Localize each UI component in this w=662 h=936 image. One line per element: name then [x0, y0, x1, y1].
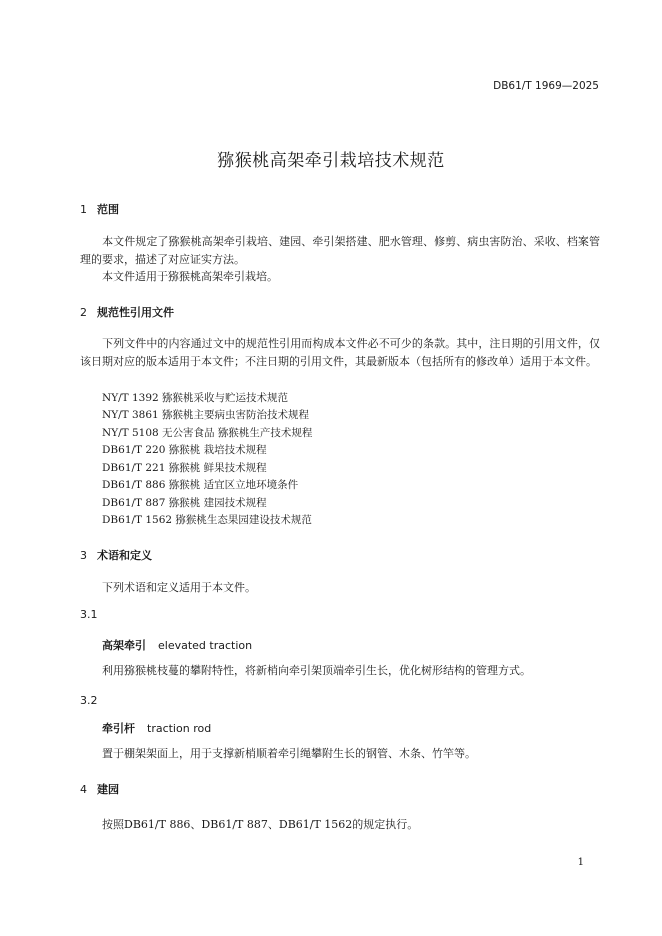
- paragraph: 下列文件中的内容通过文中的规范性引用而构成本文件必不可少的条款。其中，注日期的引用文件，仅该日期对应的版本适用于本文件；不注日期的引用文件，其最新版本（包括所有的修改单）适用于本文件。: [80, 337, 600, 368]
- term-entry: [102, 720, 211, 736]
- reference-item: NY/T 1392 猕猴桃采收与贮运技术规范: [102, 392, 289, 404]
- page-number: 1: [577, 857, 584, 868]
- paragraph: 本文件规定了猕猴桃高架牵引栽培、建园、牵引架搭建、肥水管理、修剪、病虫害防治、采收、档案管理的要求，描述了对应证实方法。: [80, 235, 600, 266]
- section-heading-3: [80, 547, 152, 563]
- reference-item: DB61/T 1562 猕猴桃生态果园建设技术规范: [102, 514, 312, 526]
- term-en: elevated traction: [158, 639, 253, 652]
- reference-item: DB61/T 887 猕猴桃 建园技术规程: [102, 497, 267, 509]
- term-number: 3.1: [80, 608, 98, 621]
- document-title: 猕猴桃高架牵引栽培技术规范: [217, 151, 445, 171]
- reference-item: NY/T 3861 猕猴桃主要病虫害防治技术规程: [102, 409, 310, 421]
- section-number: 4: [80, 783, 87, 796]
- term-definition: 利用猕猴桃枝蔓的攀附特性，将新梢向牵引架顶端牵引生长，优化树形结构的管理方式。: [102, 664, 531, 677]
- section-title: 范围: [97, 203, 119, 216]
- document-code: DB61/T 1969—2025: [493, 80, 599, 92]
- section-heading-1: [80, 201, 119, 217]
- reference-item: DB61/T 221 猕猴桃 鲜果技术规程: [102, 462, 267, 474]
- term-zh: 牵引杆: [102, 722, 135, 735]
- term-zh: 高架牵引: [102, 639, 146, 652]
- paragraph: 按照DB61/T 886、DB61/T 887、DB61/T 1562的规定执行。: [102, 818, 419, 831]
- section-title: 术语和定义: [97, 549, 152, 562]
- section-number: 1: [80, 203, 87, 216]
- reference-item: NY/T 5108 无公害食品 猕猴桃生产技术规程: [102, 427, 313, 439]
- term-en: traction rod: [147, 722, 212, 735]
- term-entry: [102, 637, 252, 653]
- section-number: 2: [80, 306, 87, 319]
- paragraph: 下列术语和定义适用于本文件。: [102, 581, 256, 594]
- section-heading-2: [80, 304, 174, 320]
- section-number: 3: [80, 549, 87, 562]
- section-heading-4: [80, 781, 119, 797]
- section-title: 规范性引用文件: [97, 306, 174, 319]
- reference-item: DB61/T 220 猕猴桃 栽培技术规程: [102, 444, 267, 456]
- paragraph: 本文件适用于猕猴桃高架牵引栽培。: [102, 270, 278, 283]
- reference-item: DB61/T 886 猕猴桃 适宜区立地环境条件: [102, 479, 299, 491]
- section-title: 建园: [97, 783, 119, 796]
- term-number: 3.2: [80, 694, 98, 707]
- term-definition: 置于棚架架面上，用于支撑新梢顺着牵引绳攀附生长的钢管、木条、竹竿等。: [102, 747, 476, 760]
